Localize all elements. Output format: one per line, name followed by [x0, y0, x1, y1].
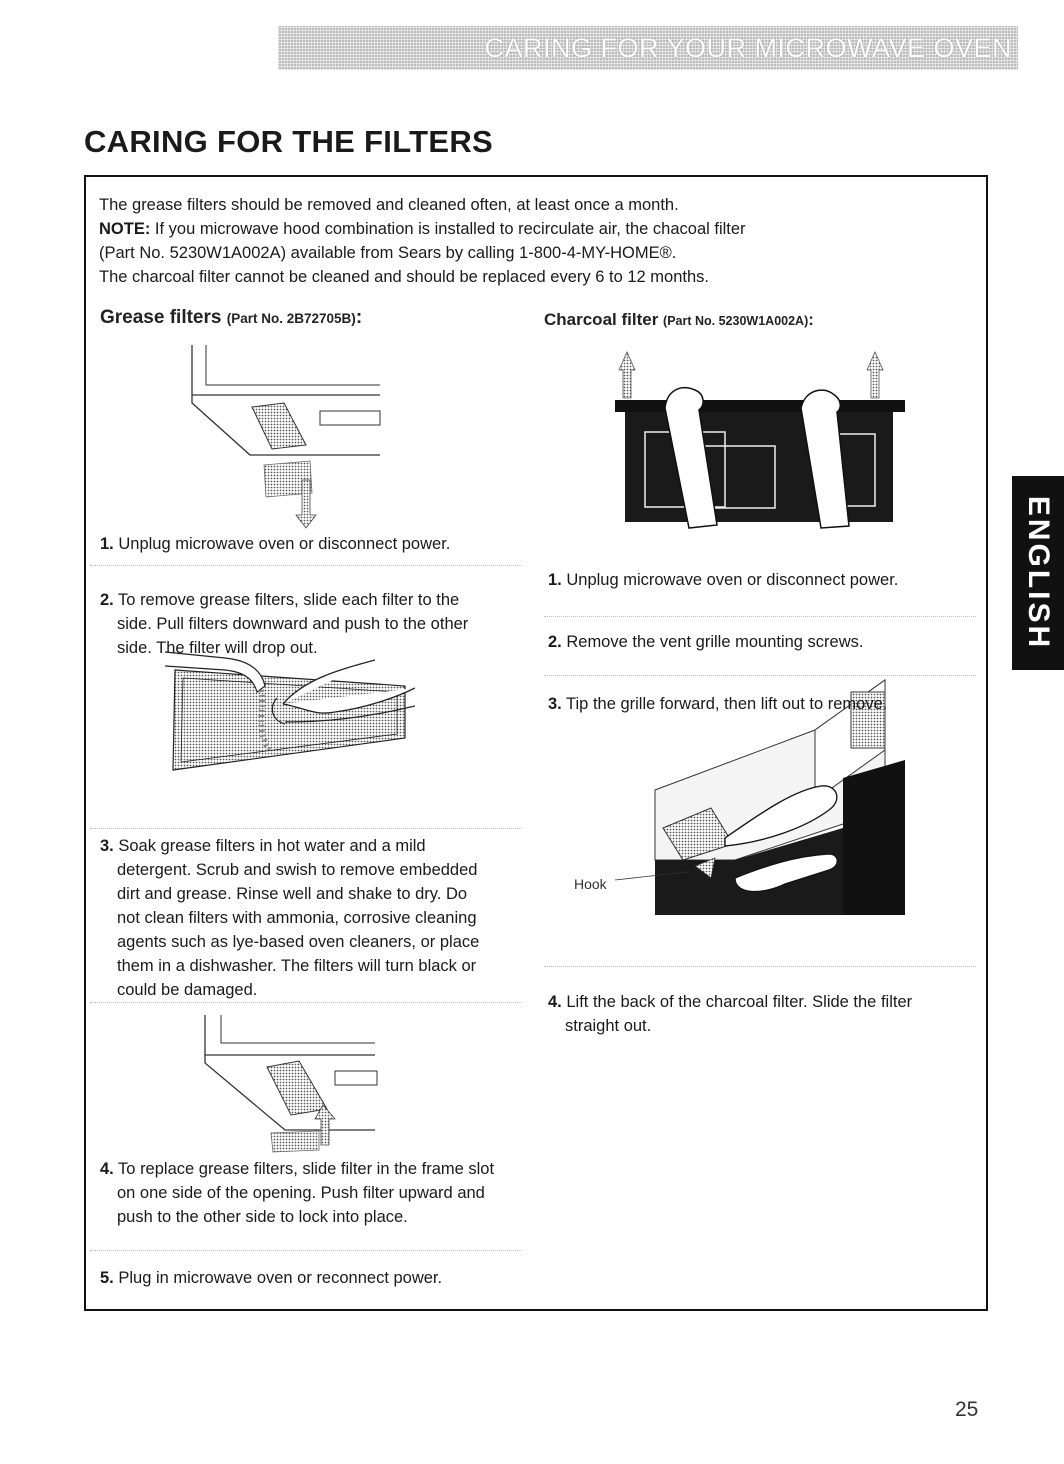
grease-step-3: [100, 834, 520, 1002]
step-text-line: on one side of the opening. Push filter upward and: [117, 1184, 485, 1202]
step-text: Lift the back of the charcoal filter. Slide the filter: [561, 993, 913, 1011]
charcoal-heading-text: Charcoal filter: [544, 310, 659, 329]
language-tab-label: ENGLISH: [1022, 495, 1055, 651]
note-text: If you microwave hood combination is installed to recirculate air, the chacoal filter: [150, 220, 746, 238]
step-number: 2.: [548, 633, 562, 651]
grease-colon: :: [355, 307, 363, 328]
step-text-line: push to the other side to lock into place.: [117, 1208, 408, 1226]
charcoal-step-1: [548, 568, 968, 592]
step-text: Soak grease filters in hot water and a mild: [113, 837, 426, 855]
step-text-line: side. Pull filters downward and push to the other: [117, 615, 469, 633]
step-text-line: straight out.: [565, 1017, 652, 1035]
step-number: 4.: [548, 993, 562, 1011]
step-text-line: detergent. Scrub and swish to remove embedded: [117, 861, 478, 879]
charcoal-filter-heading: [544, 310, 814, 330]
intro-line-4: The charcoal filter cannot be cleaned and should be replaced every 6 to 12 months.: [99, 268, 709, 286]
charcoal-colon: :: [808, 310, 814, 329]
grease-filter-removal-illustration: [180, 345, 390, 530]
step-text-line: dirt and grease. Rinse well and shake to dry. Do: [117, 885, 468, 903]
divider: [544, 966, 976, 967]
charcoal-step-2: [548, 630, 968, 654]
step-text: Remove the vent grille mounting screws.: [561, 633, 864, 651]
step-text: To remove grease filters, slide each filter to the: [113, 591, 460, 609]
charcoal-step-4: [548, 990, 968, 1038]
divider: [90, 565, 522, 566]
intro-note: [99, 217, 979, 241]
grease-step-4: [100, 1157, 530, 1229]
step-text-line: side. The filter will drop out.: [117, 639, 318, 657]
step-text: Unplug microwave oven or disconnect power.: [561, 571, 899, 589]
grease-filters-heading: [100, 307, 362, 329]
grease-heading-text: Grease filters: [100, 307, 222, 328]
step-number: 3.: [100, 837, 114, 855]
step-text: Plug in microwave oven or reconnect power.: [113, 1269, 443, 1287]
step-text-line: not clean filters with ammonia, corrosive cleaning: [117, 909, 477, 927]
intro-line-3: (Part No. 5230W1A002A) available from Sears by calling 1-800-4-MY-HOME®.: [99, 244, 677, 262]
grease-step-5: [100, 1266, 520, 1290]
divider: [90, 828, 522, 829]
step-text-line: could be damaged.: [117, 981, 258, 999]
grease-filter-replace-illustration: [195, 1015, 385, 1155]
step-text: Tip the grille forward, then lift out to remove.: [561, 695, 888, 713]
step-number: 1.: [100, 535, 114, 553]
step-number: 4.: [100, 1160, 114, 1178]
step-number: 3.: [548, 695, 562, 713]
step-text: Unplug microwave oven or disconnect power.: [113, 535, 451, 553]
hook-label: Hook: [574, 876, 607, 892]
divider: [544, 675, 976, 676]
step-number: 1.: [548, 571, 562, 589]
page-title: CARING FOR THE FILTERS: [84, 124, 494, 159]
intro-line-1: The grease filters should be removed and cleaned often, at least once a month.: [99, 196, 679, 214]
charcoal-vent-grille-illustration: [605, 350, 910, 530]
language-tab: [1012, 476, 1064, 670]
charcoal-part-number: (Part No. 5230W1A002A): [663, 314, 809, 328]
grease-part-number: (Part No. 2B72705B): [226, 311, 356, 326]
step-number: 2.: [100, 591, 114, 609]
note-label: NOTE:: [99, 220, 151, 238]
divider: [544, 616, 976, 617]
intro-text: [99, 193, 979, 289]
charcoal-step-3: [548, 692, 968, 716]
divider: [90, 1250, 522, 1251]
grease-step-1: [100, 532, 520, 556]
step-number: 5.: [100, 1269, 114, 1287]
grease-step-2: [100, 588, 520, 660]
divider: [90, 1002, 522, 1003]
section-header-title: CARING FOR YOUR MICROWAVE OVEN: [484, 33, 1012, 63]
step-text: To replace grease filters, slide filter in the frame slot: [113, 1160, 495, 1178]
step-text-line: them in a dishwasher. The filters will turn black or: [117, 957, 477, 975]
page-number: 25: [955, 1398, 979, 1421]
step-text-line: agents such as lye-based oven cleaners, or place: [117, 933, 480, 951]
